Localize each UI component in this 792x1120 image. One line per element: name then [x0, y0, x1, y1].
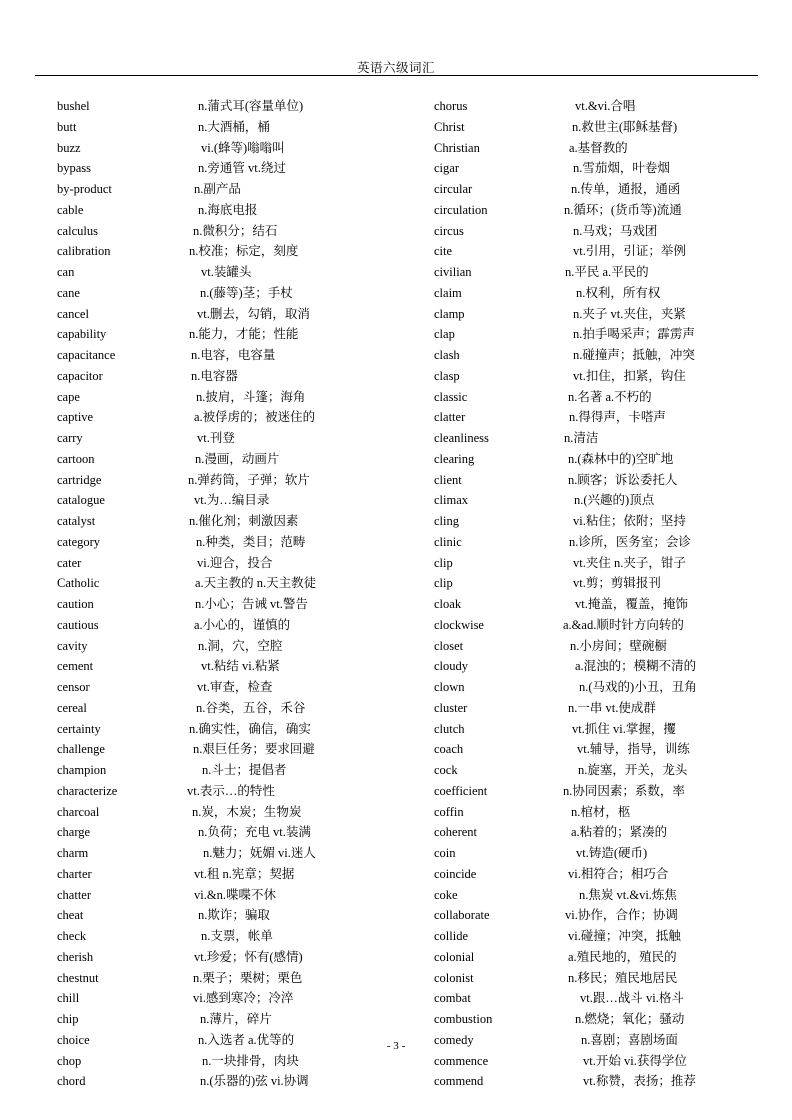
vocab-word: carry — [57, 431, 83, 445]
vocab-definition: n.副产品 — [194, 182, 241, 196]
vocab-word: clearing — [434, 451, 475, 466]
vocab-definition: n.炭，木炭；生物炭 — [192, 804, 302, 819]
vocab-definition: n.名著 a.不朽的 — [568, 389, 652, 404]
vocab-word: calculus — [57, 223, 98, 238]
vocab-definition: vi.&n.喋喋不休 — [194, 887, 276, 902]
vocab-definition: vt.引用，引证；举例 — [573, 244, 686, 259]
vocab-definition: n.电容，电容量 — [191, 348, 276, 362]
vocab-definition: n.马戏；马戏团 — [573, 223, 658, 238]
vocab-word: cartoon — [57, 451, 95, 466]
vocab-word: collaborate — [434, 908, 490, 923]
vocab-definition: vt.掩盖，覆盖，掩饰 — [575, 597, 688, 611]
vocab-word: by-product — [57, 182, 112, 196]
vocab-word: civilian — [434, 265, 472, 279]
vocab-word: challenge — [57, 742, 105, 757]
vocab-definition: n.能力，才能；性能 — [189, 327, 299, 342]
vocab-word: cereal — [57, 700, 87, 715]
vocab-definition: a.粘着的；紧凑的 — [571, 825, 668, 840]
vocab-definition: n.救世主(耶稣基督) — [572, 119, 678, 134]
vocab-definition: vi.碰撞；冲突，抵触 — [568, 929, 681, 943]
vocab-word: capacitance — [57, 348, 116, 362]
vocab-word: clash — [434, 348, 460, 362]
vocab-word: coefficient — [434, 783, 488, 798]
vocab-definition: n.确实性，确信，确实 — [189, 721, 311, 736]
vocab-word: choice — [57, 1032, 90, 1047]
vocab-word: cater — [57, 555, 82, 570]
vocab-definition: vt.租 n.宪章；契据 — [194, 866, 295, 881]
vocab-definition: n.移民；殖民地居民 — [568, 970, 678, 985]
vocab-definition: n.传单，通报，通函 — [571, 182, 681, 196]
vocab-word: charcoal — [57, 804, 100, 819]
vocab-definition: n.平民 a.平民的 — [565, 265, 649, 279]
vocab-word: chop — [57, 1053, 82, 1068]
vocab-word: circus — [434, 223, 464, 238]
vocab-word: classic — [434, 389, 468, 404]
vocab-definition: vt.表示…的特性 — [187, 783, 275, 798]
vocab-word: catalyst — [57, 514, 96, 528]
vocab-definition: n.一串 vt.使成群 — [568, 700, 656, 715]
vocab-word: cement — [57, 659, 94, 674]
vocab-word: calibration — [57, 244, 111, 259]
vocab-word: clown — [434, 680, 465, 694]
vocab-word: censor — [57, 680, 90, 694]
vocab-word: combustion — [434, 1012, 493, 1026]
vocab-definition: n.负荷；充电 vt.装满 — [198, 825, 311, 840]
vocab-definition: n.诊所，医务室；会诊 — [569, 534, 691, 549]
vocab-word: cancel — [57, 306, 89, 321]
vocab-definition: vi.迎合，投合 — [197, 555, 273, 570]
vocab-word: clip — [434, 576, 453, 591]
vocab-word: butt — [57, 119, 77, 134]
vocab-word: cloudy — [434, 659, 469, 674]
vocab-word: clutch — [434, 721, 465, 736]
vocab-word: coincide — [434, 866, 477, 881]
vocab-definition: n.旋塞，开关，龙头 — [578, 763, 688, 777]
vocab-word: cautious — [57, 617, 99, 632]
vocab-definition: vt.扣住，扣紧，钩住 — [573, 368, 686, 383]
vocab-word: coach — [434, 742, 464, 757]
vocab-word: cleanliness — [434, 431, 489, 445]
vocab-definition: vi.协作，合作；协调 — [565, 908, 678, 923]
vocab-definition: n.雪茄烟，叶卷烟 — [573, 161, 670, 176]
vocab-word: chestnut — [57, 970, 99, 985]
vocab-word: capacitor — [57, 368, 103, 383]
vocab-definition: n.漫画，动画片 — [195, 451, 280, 466]
vocab-definition: n.拍手喝采声；霹雳声 — [573, 327, 695, 342]
vocab-definition: n.小心；告诫 vt.警告 — [195, 597, 308, 611]
vocab-word: cite — [434, 244, 453, 259]
vocab-word: chip — [57, 1012, 79, 1026]
vocab-definition: vt.装罐头 — [201, 265, 252, 279]
vocab-definition: vi.相符合；相巧合 — [568, 866, 669, 881]
vocab-word: chatter — [57, 887, 92, 902]
vocab-definition: n.微积分；结石 — [193, 223, 278, 238]
vocab-definition: vt.珍爱；怀有(感情) — [194, 949, 303, 964]
vocab-word: clockwise — [434, 617, 484, 632]
vocab-word: champion — [57, 763, 107, 777]
vocab-definition: vt.跟…战斗 vi.格斗 — [580, 991, 684, 1006]
vocab-word: colonist — [434, 970, 474, 985]
vocab-word: cape — [57, 389, 80, 404]
vocab-definition: n.(藤等)茎；手杖 — [200, 285, 293, 300]
vocab-definition: vt.粘结 vi.粘紧 — [201, 659, 280, 674]
vocab-definition: n.(森林中的)空旷地 — [568, 451, 674, 466]
vocab-definition: n.蒲式耳(容量单位) — [198, 99, 304, 113]
vocab-definition: vt.删去，勾销，取消 — [197, 306, 310, 321]
vocab-definition: vt.抓住 vi.掌握，攫 — [572, 721, 676, 736]
vocab-definition: a.天主教的 n.天主教徒 — [195, 576, 317, 591]
vocab-definition: vi.感到寒冷；冷淬 — [193, 991, 294, 1006]
header-divider — [35, 75, 758, 76]
vocab-word: catalogue — [57, 493, 105, 508]
vocab-definition: n.焦炭 vt.&vi.炼焦 — [579, 887, 677, 902]
vocab-word: collide — [434, 929, 469, 943]
vocab-definition: n.一块排骨，肉块 — [202, 1053, 299, 1068]
vocab-definition: a.殖民地的，殖民的 — [568, 949, 677, 964]
vocab-word: circular — [434, 182, 473, 196]
vocab-word: coherent — [434, 825, 478, 840]
vocab-definition: vt.刊登 — [197, 431, 235, 445]
vocab-word: clinic — [434, 534, 462, 549]
vocab-word: coke — [434, 887, 458, 902]
vocab-definition: vt.辅导，指导，训练 — [577, 742, 690, 757]
vocab-word: chill — [57, 991, 80, 1006]
vocab-definition: a.混浊的；模糊不清的 — [575, 659, 697, 674]
vocab-definition: n.艰巨任务；要求回避 — [193, 742, 315, 757]
vocab-word: commence — [434, 1053, 489, 1068]
vocab-definition: n.催化剂；刺激因素 — [189, 514, 299, 528]
vocab-definition: n.魅力；妩媚 vi.迷人 — [203, 846, 316, 860]
page-header-title: 英语六级词汇 — [356, 61, 435, 75]
vocab-word: charge — [57, 825, 91, 840]
vocab-definition: n.小房间；壁碗橱 — [570, 638, 667, 653]
vocab-definition: n.顾客；诉讼委托人 — [568, 472, 678, 487]
vocab-definition: n.校准；标定，刻度 — [189, 244, 299, 259]
vocab-word: cherish — [57, 949, 94, 964]
vocab-word: closet — [434, 638, 464, 653]
page-number: - 3 - — [386, 1040, 406, 1052]
vocab-word: bypass — [57, 161, 92, 176]
vocab-definition: vt.开始 vi.获得学位 — [583, 1053, 687, 1068]
vocab-word: client — [434, 472, 462, 487]
vocab-word: cheat — [57, 908, 84, 923]
vocab-word: cartridge — [57, 472, 102, 487]
vocab-definition: n.循环；(货币等)流通 — [564, 202, 682, 217]
vocab-definition: n.斗士；提倡者 — [202, 763, 287, 777]
vocab-definition: vi.粘住；依附；坚持 — [573, 514, 686, 528]
vocab-word: bushel — [57, 99, 90, 113]
vocab-word: cluster — [434, 700, 468, 715]
vocab-word: characterize — [57, 783, 118, 798]
vocab-word: colonial — [434, 949, 475, 964]
vocab-definition: vt.夹住 n.夹子，钳子 — [573, 555, 686, 570]
vocab-word: cling — [434, 514, 459, 528]
vocab-definition: n.(马戏的)小丑，丑角 — [579, 680, 697, 694]
vocab-word: coin — [434, 846, 456, 860]
vocab-definition: n.(兴趣的)顶点 — [574, 493, 655, 508]
vocab-word: charter — [57, 866, 92, 881]
vocab-definition: n.(乐器的)弦 vi.协调 — [200, 1074, 309, 1089]
vocab-definition: n.协同因素；系数，率 — [563, 783, 685, 798]
vocab-word: certainty — [57, 721, 101, 736]
vocab-definition: n.旁通管 vt.绕过 — [198, 161, 286, 176]
vocab-word: coffin — [434, 804, 464, 819]
vocab-word: can — [57, 265, 75, 279]
vocab-word: clasp — [434, 368, 460, 383]
vocab-definition: a.基督教的 — [569, 140, 628, 155]
vocab-word: captive — [57, 410, 94, 425]
vocab-definition: n.弹药筒，子弹；软片 — [188, 472, 310, 487]
vocab-definition: n.支票，帐单 — [201, 929, 273, 943]
vocab-word: clap — [434, 327, 455, 342]
vocab-definition: n.海底电报 — [198, 202, 258, 217]
vocab-definition: vt.铸造(硬币) — [576, 846, 648, 860]
vocab-definition: vt.&vi.合唱 — [575, 99, 636, 113]
vocab-definition: n.棺材，柩 — [571, 804, 631, 819]
vocab-word: cock — [434, 763, 458, 777]
vocab-word: climax — [434, 493, 469, 508]
vocab-definition: n.栗子；栗树；栗色 — [193, 970, 303, 985]
vocab-word: category — [57, 534, 101, 549]
vocab-word: chord — [57, 1074, 86, 1089]
vocab-word: buzz — [57, 140, 81, 155]
vocab-word: capability — [57, 327, 107, 342]
vocab-word: claim — [434, 285, 462, 300]
vocab-definition: n.种类，类目；范畴 — [196, 534, 306, 549]
vocab-definition: n.大酒桶，桶 — [198, 119, 270, 134]
vocab-word: cable — [57, 202, 84, 217]
vocab-definition: a.&ad.顺时针方向转的 — [563, 617, 684, 632]
vocab-definition: vt.称赞，表扬；推荐 — [583, 1074, 696, 1089]
vocab-word: cloak — [434, 597, 462, 611]
vocab-definition: n.薄片，碎片 — [200, 1012, 272, 1026]
vocab-word: cane — [57, 285, 80, 300]
vocab-word: clatter — [434, 410, 466, 425]
vocab-definition: n.入选者 a.优等的 — [198, 1032, 295, 1047]
vocab-definition: n.得得声，卡嗒声 — [569, 410, 666, 425]
vocab-definition: vt.剪；剪辑报刊 — [573, 576, 661, 591]
vocab-definition: n.谷类，五谷，禾谷 — [196, 700, 306, 715]
vocab-word: caution — [57, 597, 94, 611]
vocab-word: Christ — [434, 119, 465, 134]
vocab-definition: n.电容器 — [191, 368, 238, 383]
vocab-definition: vt.为…编目录 — [194, 493, 270, 508]
vocab-word: cigar — [434, 161, 459, 176]
vocab-word: clip — [434, 555, 453, 570]
vocab-definition: vt.审查，检查 — [197, 680, 273, 694]
vocab-definition: n.披肩，斗篷；海角 — [196, 389, 306, 404]
vocab-definition: n.碰撞声；抵触，冲突 — [573, 348, 695, 362]
vocab-word: check — [57, 929, 87, 943]
vocab-word: clamp — [434, 306, 465, 321]
vocab-definition: n.喜剧；喜剧场面 — [581, 1032, 678, 1047]
vocab-word: combat — [434, 991, 471, 1006]
vocab-word: Christian — [434, 140, 480, 155]
vocab-word: commend — [434, 1074, 484, 1089]
vocab-word: circulation — [434, 202, 488, 217]
vocab-word: charm — [57, 846, 89, 860]
vocab-definition: n.清洁 — [564, 431, 599, 445]
vocab-word: chorus — [434, 99, 468, 113]
vocab-definition: n.权利，所有权 — [576, 285, 661, 300]
vocab-definition: n.燃烧；氧化；骚动 — [575, 1012, 685, 1026]
vocab-definition: n.夹子 vt.夹住，夹紧 — [573, 306, 686, 321]
vocab-definition: n.洞，穴，空腔 — [198, 638, 283, 653]
vocab-definition: n.欺诈；骗取 — [198, 908, 270, 923]
vocab-definition: a.小心的，谨慎的 — [194, 617, 291, 632]
vocab-word: Catholic — [57, 576, 100, 591]
vocab-word: comedy — [434, 1032, 474, 1047]
vocab-word: cavity — [57, 638, 88, 653]
vocab-definition: vi.(蜂等)嗡嗡叫 — [201, 140, 285, 155]
vocab-definition: a.被俘虏的；被迷住的 — [194, 410, 316, 425]
